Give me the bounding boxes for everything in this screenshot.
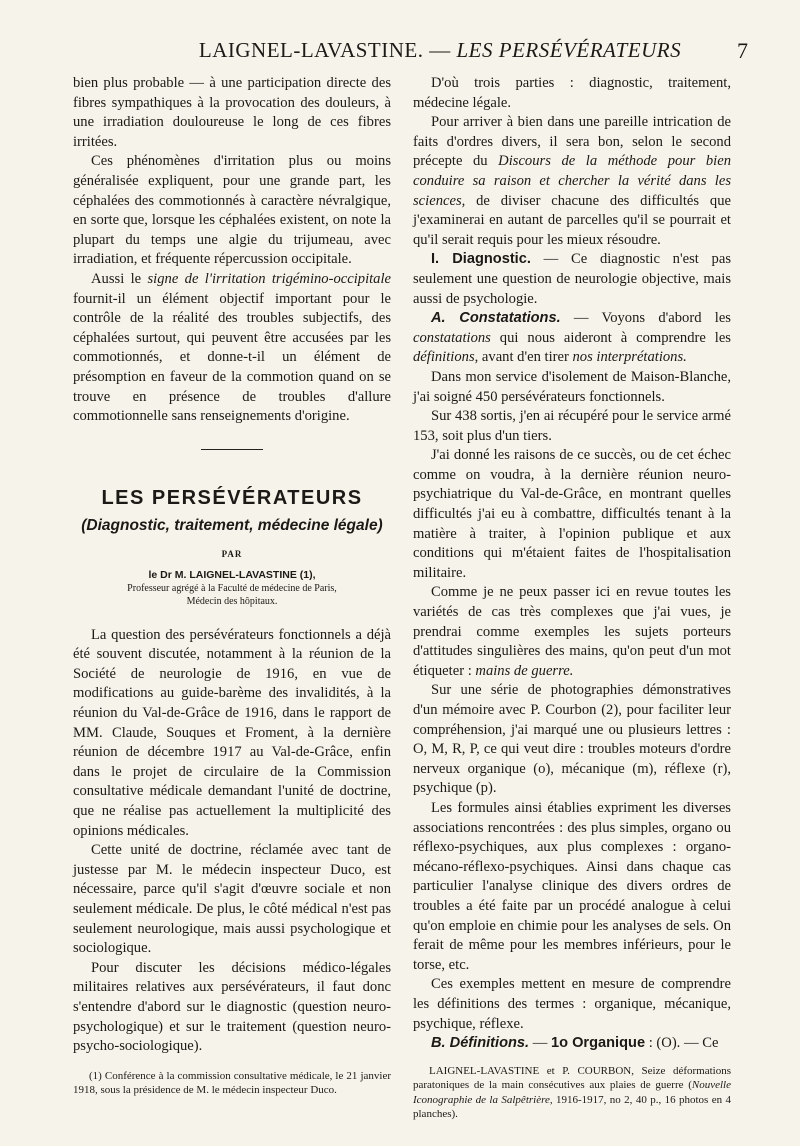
text-run: 1916-1917, no 2, 40 p., 16 photos en 4 planches). — [413, 1093, 731, 1121]
section-divider — [201, 449, 263, 450]
italic-run: définitions — [413, 349, 475, 366]
paragraph: Pour discuter les décisions médico-légales militaires relatives aux persévérateurs, il faut donc s'entendre d'abord sur le diagnostic (question neuro-psychologique) et sur le traitement (question neuro-psycho-sociologique). — [73, 959, 391, 1055]
text-run: — Ce diagnostic n'est pas seulement une question de neurologie objective, mais aussi de psychologie. — [413, 251, 732, 307]
running-title — [160, 38, 720, 63]
paragraph: La question des persévérateurs fonctionnels a déjà été souvent discutée, notamment à la réunion de la Société de neurologie de 1916, en vue de modifications au guide-barème des invalidités, à la réunion du Val-de-Grâce de 1916, dans le rapport de MM. Claude, Souques et Froment, à la dernière réunion de décembre 1917 au Val-de-Grâce, enfin dans le projet de circulaire de la Commission consultative médicale demandant l'unité de doctrine, que ne réalise pas actuellement la multiplicité des opinions médicales. — [73, 626, 391, 839]
left-column — [73, 74, 391, 1098]
paragraph-comme — [413, 583, 731, 681]
paragraph-aussi — [73, 270, 391, 427]
italic-run: mains de guerre. — [475, 662, 574, 679]
running-header — [70, 38, 750, 66]
paragraph: Sur une série de photographies démonstratives d'un mémoire avec P. Courbon (2), pour faciliter leur compréhension, j'ai marqué une ou plusieurs lettres : O, M, R, P, ce qui veut dire : troubles moteurs d'ordre nerveux organique (o), mécanique (m), réflexe (r), psychique (p). — [413, 682, 731, 797]
byline-par: PAR — [221, 548, 243, 559]
text-run: Seize déformations paratoniques de la main consécutives aux plaies de guerre ( — [413, 1064, 731, 1092]
paragraph: D'où trois parties : diagnostic, traitement, médecine légale. — [413, 75, 731, 111]
text-run: Comme je ne peux passer ici en revue toutes les variétés de cas très complexes que j'ai vues, je prendrai comme exemples les sujets porteurs d'attitudes singulières des mains, qu'on peut d'un mot étiqueter : — [413, 584, 731, 679]
italic-run: Nouvelle Iconographie de la Salpêtrière, — [413, 1079, 731, 1106]
text-run: Pour arriver à bien dans une pareille intrication de faits d'ordres divers, il sera bon, selon le second précepte du — [413, 114, 731, 170]
italic-run: constatations — [413, 329, 491, 346]
section-heading: B. Définitions. — [431, 1035, 530, 1052]
section-constatations — [413, 309, 731, 368]
paragraph: Ces exemples mettent en mesure de comprendre les définitions des termes : organique, mécanique, psychique, réflexe. — [413, 976, 731, 1032]
byline — [73, 548, 391, 608]
section-definitions — [413, 1034, 731, 1054]
text-run: — — [529, 1035, 551, 1052]
paragraph: bien plus probable — à une participation directe des fibres sympathiques à la provocation des douleurs, à une irradiation douloureuse le long de ces fibres irritées. — [73, 75, 391, 150]
italic-run: Discours de la méthode pour bien conduire sa raison et chercher la vérité dans les sciences, — [413, 153, 731, 209]
right-column — [413, 74, 731, 1122]
section-diagnostic — [413, 250, 731, 309]
text-run: Aussi le — [91, 270, 148, 287]
paragraph: Cette unité de doctrine, réclamée avec tant de justesse par M. le médecin inspecteur Duco, est nécessaire, parce qu'il s'agit d'œuvre sociale et non seulement médicale. De plus, le côté médical n'est pas seulement neurologique, mais aussi psychologique et sociologique. — [73, 842, 391, 957]
running-separator: — — [429, 38, 451, 62]
subsection-heading: 1o Organique — [551, 1035, 646, 1052]
paragraph: Sur 438 sortis, j'en ai récupéré pour le service armé 153, soit plus d'un tiers. — [413, 408, 731, 444]
text-run: de diviser chacune des difficultés que j'examinerai en autant de parcelles qu'il se pourrait et qu'il serait requis pour les mieux résoudre. — [413, 192, 731, 248]
article-title: LES PERSÉVÉRATEURS — [101, 486, 363, 509]
paragraph: Ces phénomènes d'irritation plus ou moins généralisée expliquent, pour une grande part, les céphalées des commotionnés à caractère névralgique, en sorte que, lorsque les céphalées existent, on note la plupart du temps une algie du trijumeau, avec irradiation, et fréquente répercussion occipitale. — [73, 153, 391, 268]
footnote-2 — [413, 1064, 731, 1122]
running-author: LAIGNEL-LAVASTINE. — [198, 38, 424, 62]
text-run: : (O). — Ce — [645, 1035, 719, 1052]
section-heading: I. Diagnostic. — [431, 251, 531, 268]
byline-author: le Dr M. LAIGNEL-LAVASTINE (1), — [148, 568, 316, 581]
paragraph-arriver — [413, 113, 731, 250]
byline-affiliation: Médecin des hôpitaux. — [186, 595, 278, 607]
italic-run: nos interprétations. — [572, 349, 687, 366]
text-run: , avant d'en tirer — [474, 349, 573, 366]
byline-affiliation: Professeur agrégé à la Faculté de médecine de Paris, — [127, 582, 337, 594]
text-run: qui nous aideront à comprendre les — [490, 329, 731, 346]
paragraph: J'ai donné les raisons de ce succès, ou de cet échec comme on voudra, à la dernière réunion neuro-psychiatrique du Val-de-Grâce, en montrant quelles difficultés j'ai eu à combattre, difficultés tenant à la matière à traiter, à l'opinion publique et aux conditions qui m'étaient faites de l'hospitalisation militaire. — [413, 447, 731, 581]
italic-run: signe de l'irritation trigémino-occipitale — [147, 270, 392, 287]
paragraph: Les formules ainsi établies expriment les diverses associations rencontrées : des plus simples, organo ou réflexo-psychiques, aux plus complexes : organo-mécano-réflexo-psychiques. Ainsi dans chaque cas particulier l'analyse clinique des divers ordres de troubles a été faite par un procédé analogue à celui qu'on emploie en chimie pour les analyses de sels. On ferait de même pour les membres inférieurs, pour le torse, etc. — [413, 799, 731, 973]
paragraph: Dans mon service d'isolement de Maison-Blanche, j'ai soigné 450 persévérateurs fonctionnels. — [413, 368, 731, 405]
text-run: — Voyons d'abord les — [560, 310, 731, 327]
page-number: 7 — [737, 38, 748, 63]
article-subtitle: (Diagnostic, traitement, médecine légale) — [81, 516, 383, 534]
running-article-title: LES PERSÉVÉRATEURS — [456, 38, 682, 62]
footnote-1: (1) Conférence à la commission consultative médicale, le 21 janvier 1918, sous la présidence de M. le médecin inspecteur Duco. — [73, 1069, 391, 1097]
text-run: fournit-il un élément objectif important pour le contrôle de la réalité des troubles subjectifs, des céphalées surtout, qui peuvent être accusées par les commotionnés, et donne-t-il un élément de présomption en faveur de la commotion quand on se trouve en présence de troubles d'allure commotionnelle sans renseignements d'origine. — [73, 290, 391, 425]
section-heading: A. Constatations. — [431, 310, 561, 327]
text-run: LAIGNEL-LAVASTINE et P. COURBON, — [429, 1064, 634, 1077]
